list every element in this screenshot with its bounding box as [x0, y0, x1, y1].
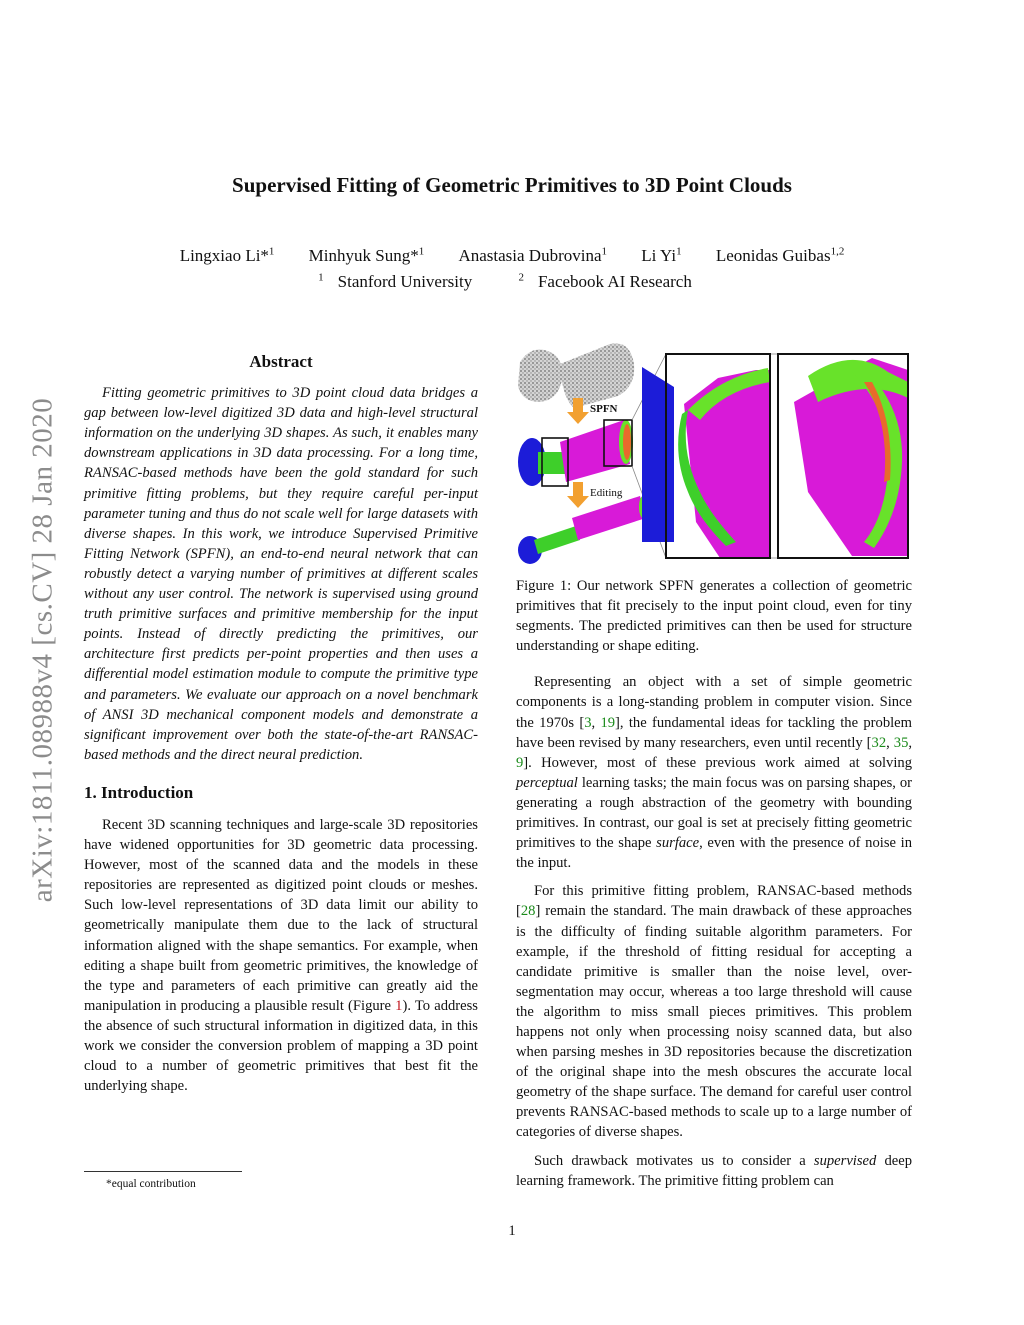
abstract-heading: Abstract — [249, 352, 313, 371]
figure-link[interactable]: 1 — [395, 997, 403, 1014]
page-number: 1 — [508, 1223, 516, 1239]
intro-heading: 1. Introduction — [84, 782, 194, 802]
paragraph: Representing an object with a set of simple geometric components is a long-standing problem in computer vision. Since the 1970s [3, 19], the fundamental ideas for tackling the problem have been revised by many researchers, even until recently [32, 35, 9]. However, most of these previous work aimed at solving perceptual learning tasks; the main focus was on parsing shapes, or generating a rough abstraction of the geometry with bounding primitives. In contrast, our goal is set at precisely fitting geometric primitives to the shape surface, even with the presence of noise in the input. — [516, 674, 913, 872]
figure-1 — [512, 342, 912, 570]
author: Lingxiao Li*$^1$ — [179, 245, 275, 265]
citation-link[interactable]: 35 — [893, 734, 909, 751]
affiliation: $^1$ Stanford University — [318, 271, 473, 292]
citation-link[interactable]: 9 — [516, 754, 524, 771]
citation-link[interactable]: 32 — [871, 734, 887, 751]
paper-title: Supervised Fitting of Geometric Primitives to 3D Point Clouds — [232, 173, 792, 197]
intro-paragraph: Recent 3D scanning techniques and large-scale 3D repositories have widened opportunities for 3D geometric data processing. However, most of the scanned data and the models in these repositories are represented as digitized point clouds or meshes. Such low-level representations of 3D data limit our ability to geometrically manipulate them due to the lack of structural information aligned with the shape semantics. For example, when editing a shape built from geometric primitives, the knowledge of the type and parameters of each primitive can greatly aid the manipulation in producing a plausible result (Figure 1). To address the absence of such structural information in digitized data, in this work we consider the conversion problem of mapping a 3D point cloud to a number of geometric primitives that best fit the underlying shape. — [84, 816, 478, 1095]
author: Anastasia Dubrovina$^1$ — [458, 245, 608, 265]
paragraph: Such drawback motivates us to consider a supervised deep learning framework. The primitive fitting problem can — [516, 1152, 913, 1189]
author-block — [0, 240, 1024, 293]
zoom-panel-left — [642, 354, 770, 558]
arxiv-stamp — [18, 355, 68, 945]
figure-caption: Figure 1: Our network SPFN generates a collection of geometric primitives that fit precisely to the input point cloud, even for tiny segments. The predicted primitives can then be used for structure understanding or shape editing. — [516, 578, 912, 655]
arxiv-id: arXiv:1811.08988v4 [cs.CV] 28 Jan 2020 — [26, 397, 59, 903]
paragraph: For this primitive fitting problem, RANSAC-based methods [28] remain the standard. The main drawback of these approaches is the difficulty of finding suitable algorithm parameters. For example, if the threshold of fitting residual for accepting a candidate primitive is smaller than the noise level, over-segmentation may occur, whereas a too large threshold will cause the algorithm to miss small pieces primitives. This problem happens not only when processing noisy scanned data, but also when parsing meshes in 3D repositories because the discretization of the original shape into the mesh obscures the accurate local geometry of the shape surface. The demand for careful user control prevents RANSAC-based methods to scale up to a large number of categories of diverse shapes. — [516, 883, 912, 1141]
citation-link[interactable]: 19 — [600, 714, 616, 731]
left-column — [84, 352, 478, 1096]
author: Leonidas Guibas$^{1,2}$ — [715, 245, 845, 265]
author: Li Yi$^1$ — [641, 245, 682, 265]
editing-label: Editing — [590, 487, 623, 499]
right-column — [516, 576, 912, 1191]
footnote-divider — [84, 1171, 242, 1172]
editing-arrow — [567, 482, 589, 508]
citation-link[interactable]: 28 — [520, 903, 536, 920]
abstract-text: Fitting geometric primitives to 3D point cloud data bridges a gap between low-level digitized 3D data and high-level structural information on the underlying 3D shapes. As such, it enables many downstream applications in 3D data processing. For a long time, RANSAC-based methods have been the gold standard for such primitive fitting problems, but they require careful per-input parameter tuning and thus do not scale well for large datasets with diverse shapes. In this work, we introduce Supervised Primitive Fitting Network (SPFN), an end-to-end neural network that can robustly detect a varying number of primitives at different scales without any user control. The network is supervised using ground truth primitive surfaces and primitive membership for the input points. Instead of directly predicting the primitives, our architecture first predicts per-point properties and then uses a differential model estimation module to compute the primitive type and parameters. We evaluate our approach on a novel benchmark of ANSI 3D mechanical component models and demonstrate a significant improvement over both the state-of-the-art RANSAC-based methods and the direct neural prediction. — [84, 385, 478, 763]
zoom-panel-right — [778, 354, 908, 558]
edited-shape-image — [518, 496, 647, 564]
author: Minhyuk Sung*$^1$ — [308, 245, 425, 265]
spfn-label: SPFN — [590, 403, 618, 415]
fitted-primitives-image — [518, 420, 633, 486]
citation-link[interactable]: 3 — [584, 714, 592, 731]
footnote: *equal contribution — [106, 1178, 196, 1190]
affiliation: $^2$ Facebook AI Research — [518, 271, 692, 292]
affiliations — [0, 267, 1024, 294]
